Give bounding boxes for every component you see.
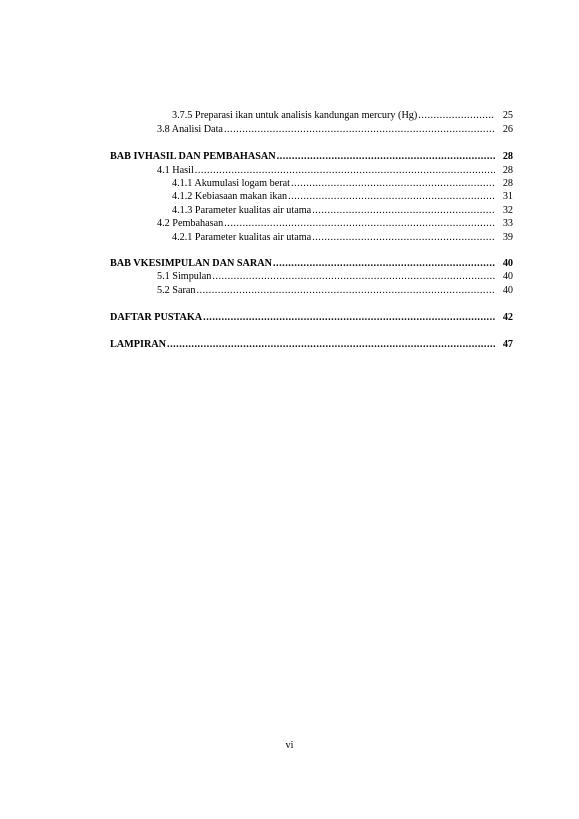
toc-entry-title: LAMPIRAN (110, 339, 167, 350)
toc-entry-4-1-3 (172, 205, 513, 217)
toc-dot-leader (273, 258, 495, 270)
toc-entry-title: 4.1.1 Akumulasi logam berat (172, 178, 290, 189)
toc-entry-title: 3.8 Analisi Data (157, 124, 223, 135)
toc-entry-4-1-2 (172, 191, 513, 203)
toc-entry-page: 40 (502, 271, 513, 282)
toc-entry-title: 3.7.5 Preparasi ikan untuk analisis kandungan mercury (Hg) (172, 110, 418, 121)
toc-entry-4-1-1 (172, 178, 513, 190)
toc-entry-title: 4.2 Pembahasan (157, 218, 224, 229)
toc-entry-bab-v (110, 258, 513, 270)
toc-entry-daftar-pustaka (110, 312, 513, 324)
toc-entry-bab-iv (110, 151, 513, 163)
page-number: vi (285, 740, 294, 751)
toc-entry-page: 40 (502, 285, 513, 296)
toc-entry-title: 4.1 Hasil (157, 165, 194, 176)
toc-entry-title: DAFTAR PUSTAKA (110, 312, 203, 323)
toc-dot-leader (195, 165, 495, 177)
toc-dot-leader (224, 218, 495, 230)
toc-entry-page: 39 (502, 232, 513, 243)
toc-entry-page: 40 (502, 258, 513, 269)
toc-dot-leader (291, 178, 495, 190)
toc-entry-title: 5.2 Saran (157, 285, 196, 296)
toc-entry-title: 4.1.3 Parameter kualitas air utama (172, 205, 312, 216)
toc-chapter-label: BAB V (110, 258, 141, 269)
toc-dot-leader (203, 312, 495, 324)
toc-entry-4-2 (157, 218, 513, 230)
toc-entry-page: 25 (502, 110, 513, 121)
toc-entry-page: 28 (502, 178, 513, 189)
toc-entry-4-1 (157, 165, 513, 177)
toc-entry-4-2-1 (172, 232, 513, 244)
toc-entry-3-7-5 (172, 110, 513, 122)
toc-chapter-label: BAB IV (110, 151, 145, 162)
toc-entry-page: 42 (502, 312, 513, 323)
toc-entry-title: 4.2.1 Parameter kualitas air utama (172, 232, 312, 243)
toc-entry-title: HASIL DAN PEMBAHASAN (144, 151, 276, 162)
toc-entry-title: 5.1 Simpulan (157, 271, 212, 282)
toc-entry-page: 47 (502, 339, 513, 350)
toc-dot-leader (277, 151, 495, 163)
toc-entry-5-2 (157, 285, 513, 297)
toc-dot-leader (312, 232, 495, 244)
toc-entry-title: KESIMPULAN DAN SARAN (140, 258, 272, 269)
toc-entry-lampiran (110, 339, 513, 351)
toc-entry-5-1 (157, 271, 513, 283)
toc-entry-title: 4.1.2 Kebiasaan makan ikan (172, 191, 288, 202)
toc-dot-leader (167, 339, 495, 351)
toc-entry-page: 32 (502, 205, 513, 216)
toc-entry-page: 31 (502, 191, 513, 202)
toc-dot-leader (196, 285, 495, 297)
toc-dot-leader (418, 110, 495, 122)
toc-entry-page: 28 (502, 151, 513, 162)
toc-entry-page: 28 (502, 165, 513, 176)
toc-entry-page: 26 (502, 124, 513, 135)
toc-entry-page: 33 (502, 218, 513, 229)
toc-dot-leader (224, 124, 495, 136)
toc-dot-leader (312, 205, 495, 217)
toc-dot-leader (288, 191, 495, 203)
toc-entry-3-8 (157, 124, 513, 136)
toc-dot-leader (212, 271, 495, 283)
